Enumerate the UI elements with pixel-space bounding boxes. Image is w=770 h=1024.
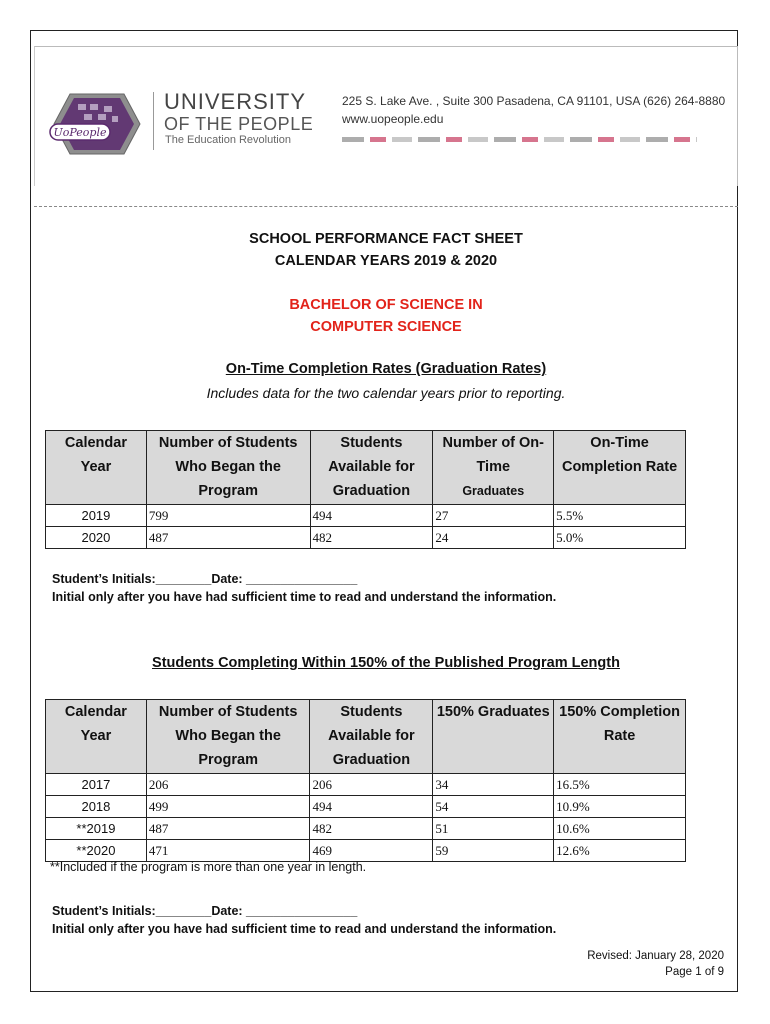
cell-graduates: 34	[433, 774, 554, 796]
cell-began: 799	[146, 505, 310, 527]
col-header-graduates	[433, 431, 554, 505]
table-header-row	[46, 431, 686, 505]
col-header-rate: On-Time Completion Rate	[554, 431, 686, 505]
cell-available: 206	[310, 774, 433, 796]
document-title	[34, 228, 738, 272]
table-header-row	[46, 700, 686, 774]
cell-rate: 16.5%	[554, 774, 686, 796]
cell-began: 487	[146, 818, 310, 840]
col-header-graduates-sub: Graduates	[462, 484, 525, 498]
cell-rate: 5.5%	[554, 505, 686, 527]
program-line2: COMPUTER SCIENCE	[310, 319, 462, 335]
completion-150-table	[45, 699, 686, 862]
col-header-graduates-main: Number of On-Time	[442, 435, 544, 475]
table-row	[46, 774, 686, 796]
cell-graduates: 59	[433, 840, 554, 862]
address: 225 S. Lake Ave. , Suite 300 Pasadena, CA 91101, USA (626) 264-8880	[342, 94, 726, 108]
cell-rate: 10.6%	[554, 818, 686, 840]
cell-year: 2020	[46, 527, 147, 549]
col-header-available: Students Available for Graduation	[310, 700, 433, 774]
page-number: Page 1 of 9	[665, 966, 724, 978]
cell-year: 2018	[46, 796, 147, 818]
uopeople-logo	[48, 90, 146, 158]
title-line2: CALENDAR YEARS 2019 & 2020	[274, 253, 498, 269]
university-tagline: The Education Revolution	[165, 134, 291, 146]
section1-title: On-Time Completion Rates (Graduation Rates)	[225, 361, 547, 377]
col-header-graduates: 150% Graduates	[433, 700, 554, 774]
revised-date: Revised: January 28, 2020	[587, 950, 724, 962]
initials-note: Initial only after you have had sufficient time to read and understand the information.	[52, 922, 557, 936]
cell-year: 2017	[46, 774, 147, 796]
university-name-line2: OF THE PEOPLE	[164, 114, 314, 134]
revision-info	[587, 948, 724, 980]
table-row	[46, 840, 686, 862]
cell-year: **2019	[46, 818, 147, 840]
cell-rate: 10.9%	[554, 796, 686, 818]
cell-available: 469	[310, 840, 433, 862]
cell-rate: 5.0%	[554, 527, 686, 549]
cell-began: 471	[146, 840, 310, 862]
initials-note: Initial only after you have had sufficient time to read and understand the information.	[52, 590, 557, 604]
col-header-year: Calendar Year	[46, 431, 147, 505]
cell-graduates: 51	[433, 818, 554, 840]
website: www.uopeople.edu	[342, 112, 444, 126]
section2-title: Students Completing Within 150% of the Published Program Length	[152, 655, 620, 671]
cell-available: 494	[310, 505, 433, 527]
cell-graduates: 54	[433, 796, 554, 818]
footnote: **Included if the program is more than one year in length.	[50, 860, 367, 874]
cell-began: 206	[146, 774, 310, 796]
university-name-line1: UNIVERSITY	[164, 89, 307, 114]
cell-available: 494	[310, 796, 433, 818]
logo-divider	[153, 92, 154, 150]
col-header-began: Number of Students Who Began the Program	[146, 431, 310, 505]
cell-available: 482	[310, 527, 433, 549]
initials-line: Student’s Initials:________Date: ________________	[52, 572, 358, 586]
decorative-strip	[342, 137, 697, 142]
logo-text: UoPeople	[53, 126, 107, 139]
table-row	[46, 796, 686, 818]
initials-line: Student’s Initials:________Date: ________________	[52, 904, 358, 918]
table-row	[46, 527, 686, 549]
col-header-year: Calendar Year	[46, 700, 147, 774]
cell-began: 499	[146, 796, 310, 818]
cell-available: 482	[310, 818, 433, 840]
col-header-began: Number of Students Who Began the Program	[146, 700, 310, 774]
cell-began: 487	[146, 527, 310, 549]
program-line1: BACHELOR OF SCIENCE IN	[289, 297, 483, 313]
initials-block-2	[52, 902, 556, 938]
title-line1: SCHOOL PERFORMANCE FACT SHEET	[249, 231, 523, 247]
col-header-available: Students Available for Graduation	[310, 431, 433, 505]
on-time-completion-table	[45, 430, 686, 549]
program-name	[34, 294, 738, 338]
section1-subtitle: Includes data for the two calendar years prior to reporting.	[206, 385, 566, 401]
divider-line	[34, 206, 738, 207]
cell-graduates: 27	[433, 505, 554, 527]
cell-rate: 12.6%	[554, 840, 686, 862]
table-row	[46, 818, 686, 840]
cell-graduates: 24	[433, 527, 554, 549]
table-row	[46, 505, 686, 527]
col-header-rate: 150% Completion Rate	[554, 700, 686, 774]
initials-block-1	[52, 570, 556, 606]
cell-year: **2020	[46, 840, 147, 862]
cell-year: 2019	[46, 505, 147, 527]
